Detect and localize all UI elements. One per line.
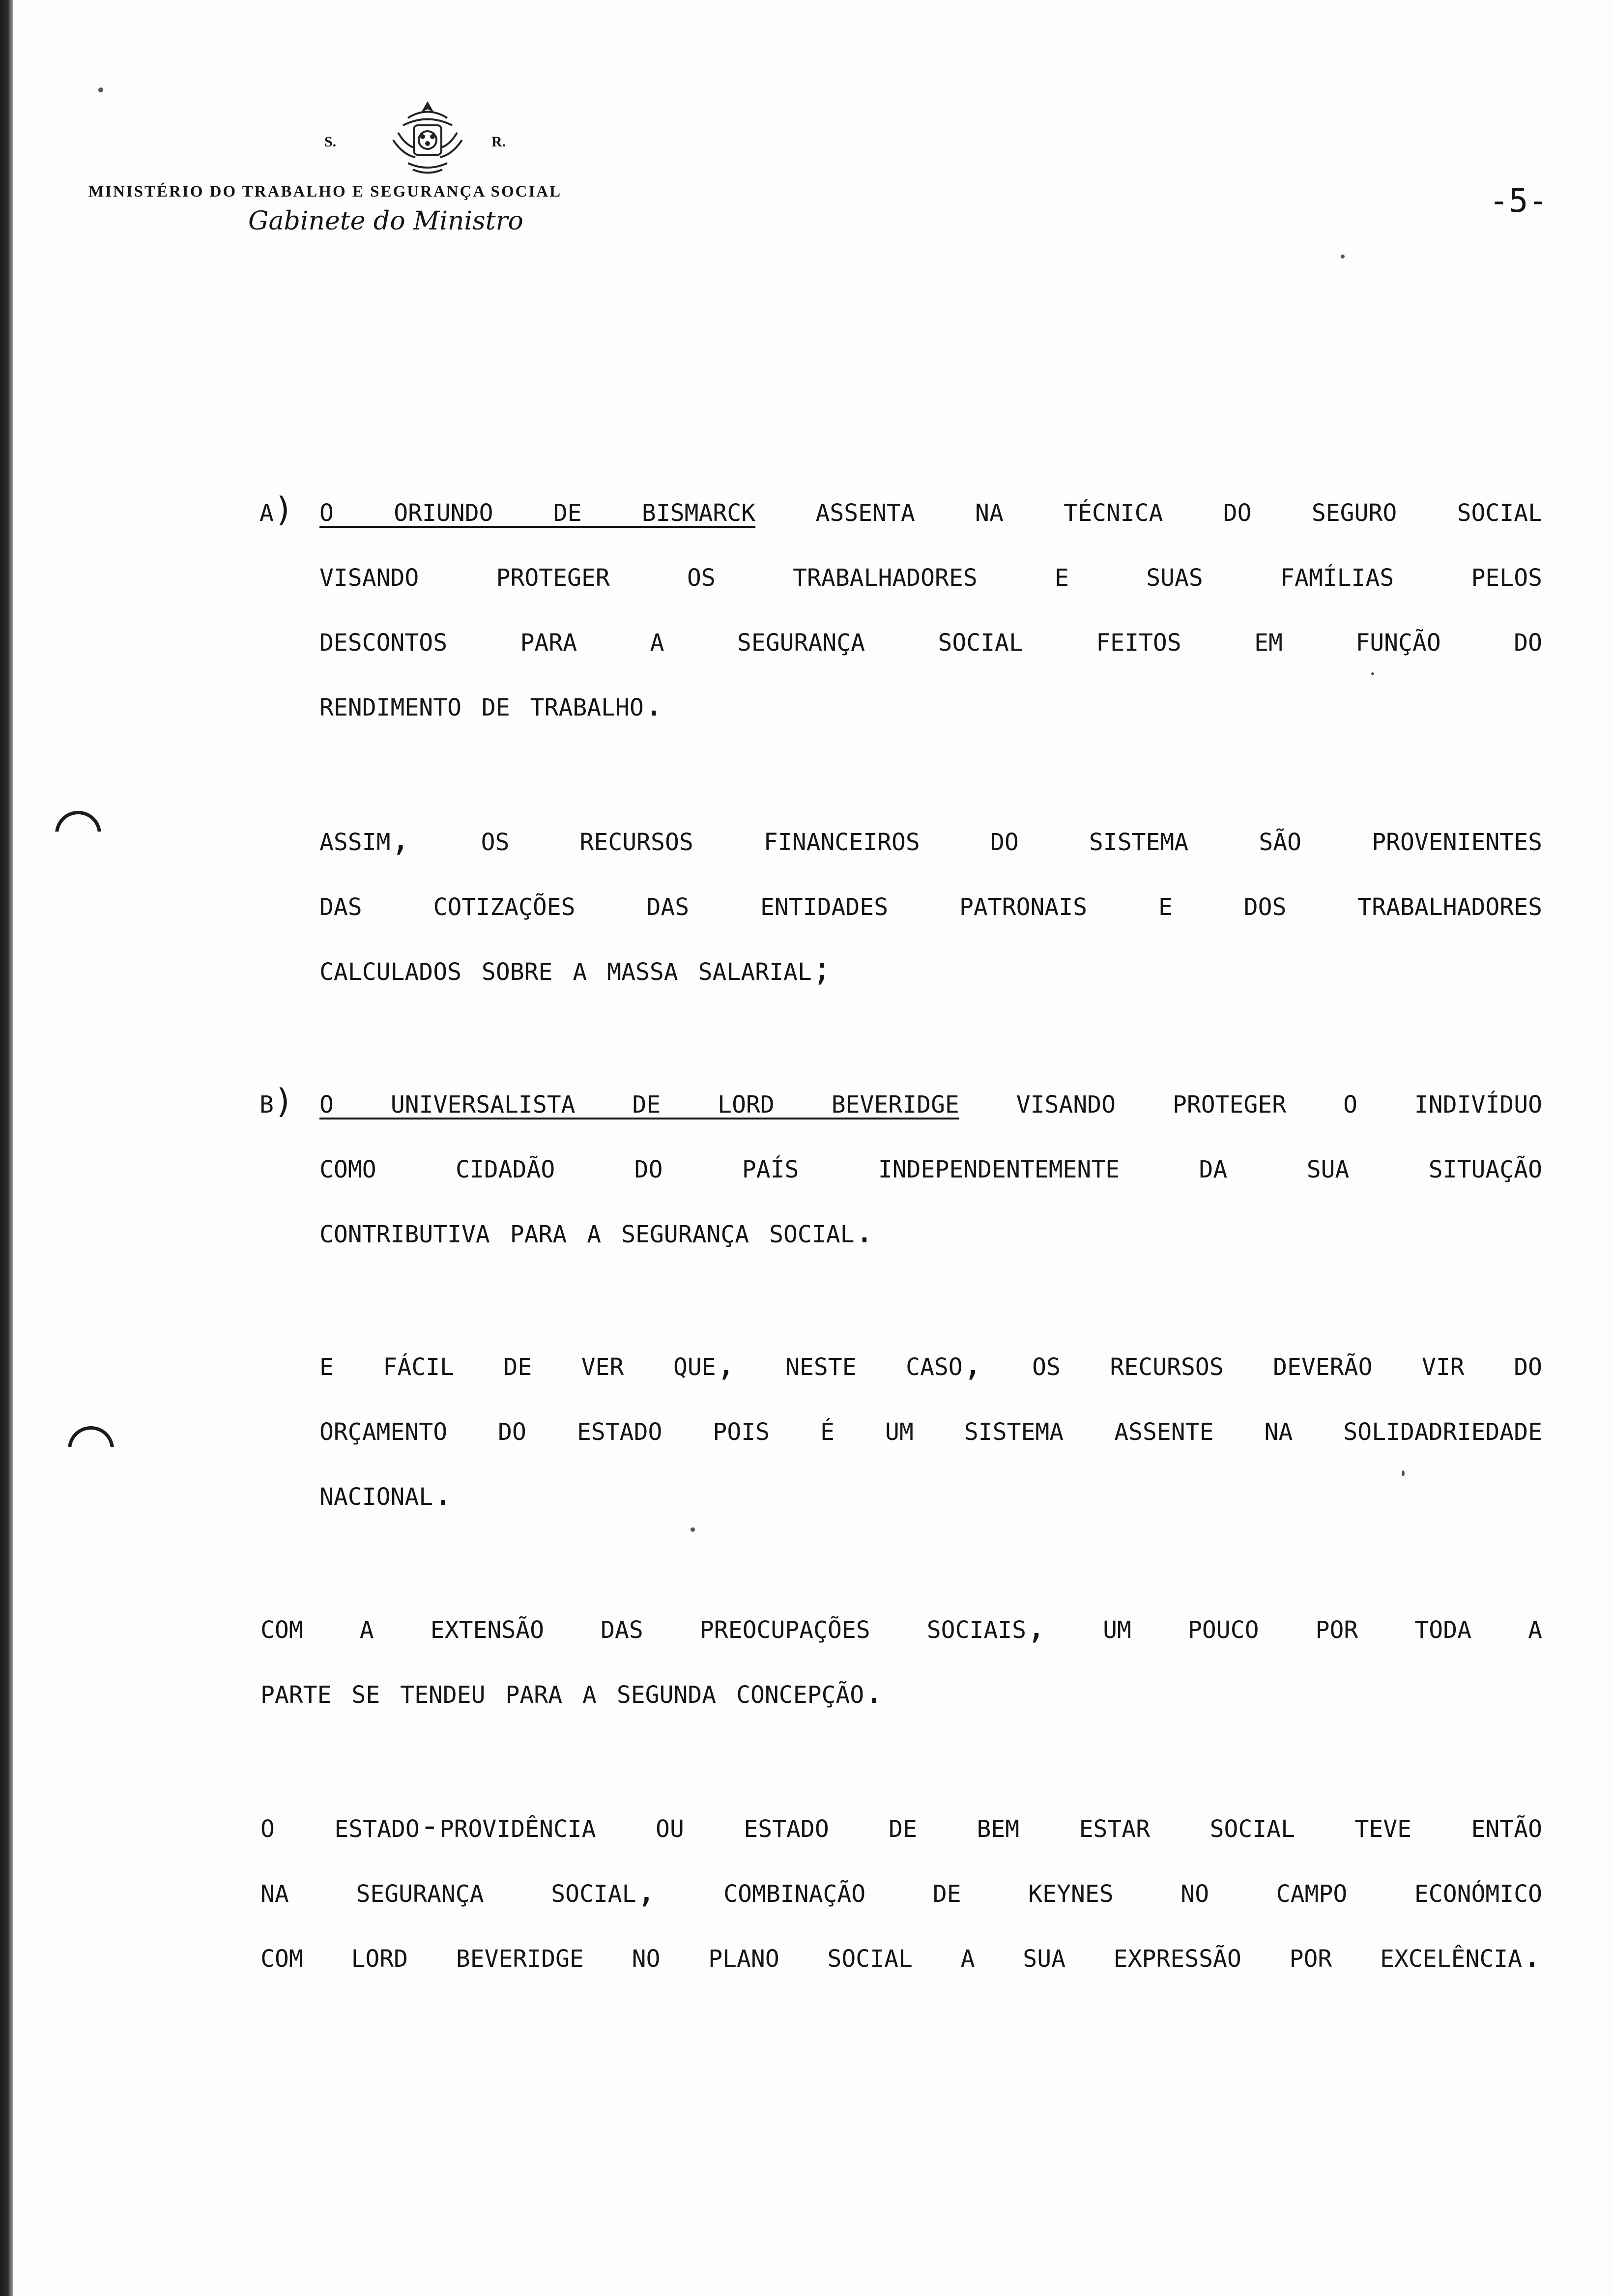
section-a-marker: a): [259, 490, 294, 529]
scan-speck: [98, 87, 103, 92]
section-a-line-2: visando proteger os trabalhadores e suas famílias pelos: [319, 555, 1542, 594]
paragraph-welfare-state-line-3: com lord beveridge no plano social a sua expressão por excelência.: [260, 1936, 1542, 1975]
punch-hole-mark: [55, 811, 101, 857]
coat-of-arms-icon: [378, 98, 477, 177]
section-b-paragraph-line-3: nacional.: [319, 1474, 454, 1513]
section-b-line-1: o universalista de lord beveridge visando proteger o indivíduo: [319, 1082, 1542, 1121]
paragraph-extension-line-2: parte se tendeu para a segunda concepção.: [260, 1672, 885, 1711]
punch-hole-mark: [68, 1426, 114, 1472]
section-a-paragraph-line-2: das cotizações das entidades patronais e dos trabalhadores: [319, 885, 1542, 923]
section-a-paragraph: [319, 807, 1542, 1002]
paragraph-extension: [260, 1595, 1542, 1724]
section-b: [319, 1069, 1542, 1264]
crest-letter-left: S.: [324, 134, 337, 150]
page-number: -5-: [1489, 182, 1548, 220]
ministry-name: MINISTÉRIO DO TRABALHO E SEGURANÇA SOCIAL: [88, 183, 562, 201]
section-a-heading: o oriundo de bismarck: [319, 490, 756, 529]
section-a: [319, 478, 1542, 737]
paragraph-welfare-state-line-2: na segurança social, combinação de keynes no campo económico: [260, 1871, 1542, 1910]
section-b-paragraph-line-1: e fácil de ver que, neste caso, os recursos deverão vir do: [319, 1345, 1542, 1383]
paragraph-welfare-state-line-1: o estado-providência ou estado de bem estar social teve então: [260, 1807, 1542, 1845]
section-a-line-1: o oriundo de bismarck assenta na técnica do seguro social: [319, 490, 1542, 529]
scan-speck: [1341, 255, 1345, 258]
section-b-heading: o universalista de lord beveridge: [319, 1082, 959, 1121]
crest-letter-right: R.: [491, 134, 506, 150]
paragraph-welfare-state: [260, 1794, 1542, 1988]
scan-speck: [691, 1527, 695, 1532]
section-b-paragraph: [319, 1332, 1542, 1526]
section-b-marker: b): [259, 1082, 294, 1121]
section-a-line-3: descontos para a segurança social feitos em função do: [319, 620, 1542, 659]
binding-edge: [0, 0, 13, 2296]
section-b-paragraph-line-2: orçamento do estado pois é um sistema assente na solidadriedade: [319, 1409, 1542, 1448]
crest-row: [324, 98, 531, 177]
cabinet-name: Gabinete do Ministro: [248, 206, 523, 236]
section-b-line-2: como cidadão do país independentemente da sua situação: [319, 1147, 1542, 1186]
letterhead: [88, 98, 767, 265]
section-a-paragraph-line-1: assim, os recursos financeiros do sistema são provenientes: [319, 820, 1542, 859]
section-a-paragraph-line-3: calculados sobre a massa salarial;: [319, 949, 832, 988]
section-a-line-4: rendimento de trabalho.: [319, 685, 664, 724]
section-b-line-3: contributiva para a segurança social.: [319, 1212, 875, 1251]
paragraph-extension-line-1: com a extensão das preocupações sociais, um pouco por toda a: [260, 1607, 1542, 1646]
